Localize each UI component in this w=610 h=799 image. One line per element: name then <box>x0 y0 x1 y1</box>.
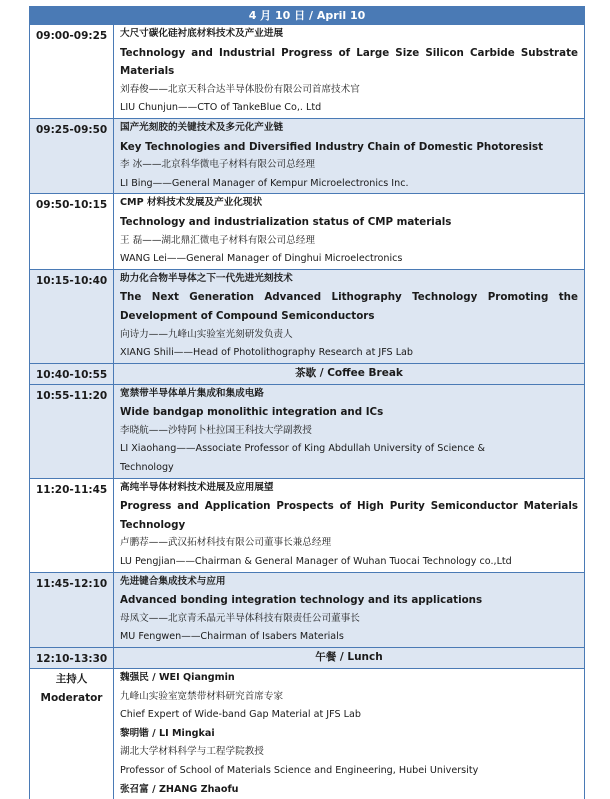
session-row <box>30 385 584 479</box>
title-cn: 大尺寸碳化硅衬底材料技术及产业进展 <box>120 28 284 39</box>
title-cn: 先进键合集成技术与应用 <box>120 575 226 587</box>
title-en: Progress and Application Prospects of High Purity Semiconductor Materials <box>120 500 578 513</box>
speaker-cn: 母凤文——北京青禾晶元半导体科技有限责任公司董事长 <box>120 612 360 624</box>
session-row <box>30 25 584 119</box>
session-content <box>114 194 584 268</box>
session-content <box>114 479 584 572</box>
speaker-en: LIU Chunjun——CTO of TankeBlue Co,. Ltd <box>120 102 322 114</box>
moderator-row <box>30 669 584 799</box>
speaker-cn: 王 磊——湖北鼎汇微电子材料有限公司总经理 <box>120 234 315 246</box>
agenda-rows <box>30 25 584 799</box>
speaker-cn: 卢鹏荐——武汉拓材科技有限公司董事长兼总经理 <box>120 537 332 549</box>
session-row <box>30 364 584 385</box>
session-row <box>30 270 584 364</box>
session-row <box>30 648 584 669</box>
session-time: 09:25-09:50 <box>30 119 114 193</box>
agenda-table <box>29 6 585 799</box>
title-en: Development of Compound Semiconductors <box>120 309 375 322</box>
session-time: 11:45-12:10 <box>30 573 114 647</box>
speaker-en: Technology <box>120 462 174 474</box>
moderator-org-cn: 九峰山实验室宽禁带材料研究首席专家 <box>120 690 284 702</box>
moderator-label-en: Moderator <box>40 692 103 704</box>
title-cn: 助力化合物半导体之下一代先进光刻技术 <box>120 272 293 284</box>
session-time: 10:40-10:55 <box>30 364 114 384</box>
speaker-en: WANG Lei——General Manager of Dinghui Microelectronics <box>120 253 403 265</box>
session-time: 09:50-10:15 <box>30 194 114 268</box>
title-en: The Next Generation Advanced Lithography Technology Promoting the <box>120 291 578 304</box>
speaker-en: XIANG Shili——Head of Photolithography Research at JFS Lab <box>120 347 414 359</box>
title-en: Technology <box>120 518 186 531</box>
session-time: 11:20-11:45 <box>30 479 114 572</box>
session-row <box>30 479 584 573</box>
speaker-cn: 刘春俊——北京天科合达半导体股份有限公司首席技术官 <box>120 83 360 95</box>
moderator-org-en: Professor of School of Materials Science and Engineering, Hubei University <box>120 764 479 776</box>
moderator-list <box>114 669 584 799</box>
session-row <box>30 119 584 194</box>
title-en: Key Technologies and Diversified Industry Chain of Domestic Photoresist <box>120 140 544 153</box>
speaker-cn: 向诗力——九峰山实验室光刻研发负责人 <box>120 328 293 340</box>
speaker-cn: 李 冰——北京科华微电子材料有限公司总经理 <box>120 159 315 171</box>
title-en: Wide bandgap monolithic integration and ICs <box>120 406 384 419</box>
title-cn: 宽禁带半导体单片集成和集成电路 <box>120 387 264 399</box>
title-en: Materials <box>120 65 175 78</box>
speaker-en: LI Xiaohang——Associate Professor of King Abdullah University of Science & <box>120 443 485 455</box>
moderator-name: 黎明锴 / LI Mingkai <box>120 727 215 739</box>
session-content <box>114 270 584 363</box>
session-row <box>30 194 584 269</box>
speaker-en: MU Fengwen——Chairman of Isabers Materials <box>120 631 344 643</box>
session-time: 12:10-13:30 <box>30 648 114 668</box>
speaker-en: LI Bing——General Manager of Kempur Microelectronics Inc. <box>120 177 409 189</box>
moderator-label-cn: 主持人 <box>55 673 88 685</box>
session-time: 09:00-09:25 <box>30 25 114 118</box>
date-header: 4 月 10 日 / April 10 <box>30 6 584 25</box>
speaker-cn: 李晓航——沙特阿卜杜拉国王科技大学副教授 <box>120 424 312 436</box>
session-content <box>114 25 584 118</box>
title-cn: CMP 材料技术发展及产业化现状 <box>120 197 263 209</box>
break-label: 午餐 / Lunch <box>315 651 383 663</box>
title-cn: 国产光刻胶的关键技术及多元化产业链 <box>120 121 284 133</box>
moderator-name: 魏强民 / WEI Qiangmin <box>120 672 235 683</box>
title-cn: 高纯半导体材料技术进展及应用展望 <box>120 481 274 493</box>
session-time: 10:55-11:20 <box>30 385 114 478</box>
break-label: 茶歇 / Coffee Break <box>295 366 403 379</box>
moderator-name: 张召富 / ZHANG Zhaofu <box>120 783 239 795</box>
title-en: Technology and industrialization status of CMP materials <box>120 215 452 228</box>
moderator-label <box>30 669 114 799</box>
title-en: Technology and Industrial Progress of Large Size Silicon Carbide Substrate <box>120 46 578 59</box>
moderator-org-cn: 湖北大学材料科学与工程学院教授 <box>120 746 264 758</box>
speaker-en: LU Pengjian——Chairman & General Manager of Wuhan Tuocai Technology co.,Ltd <box>120 556 512 568</box>
session-content <box>114 119 584 193</box>
title-en: Advanced bonding integration technology and its applications <box>120 594 483 607</box>
moderator-org-en: Chief Expert of Wide-band Gap Material at JFS Lab <box>120 709 361 721</box>
session-content <box>114 385 584 478</box>
session-row <box>30 573 584 648</box>
session-time: 10:15-10:40 <box>30 270 114 363</box>
session-content <box>114 573 584 647</box>
